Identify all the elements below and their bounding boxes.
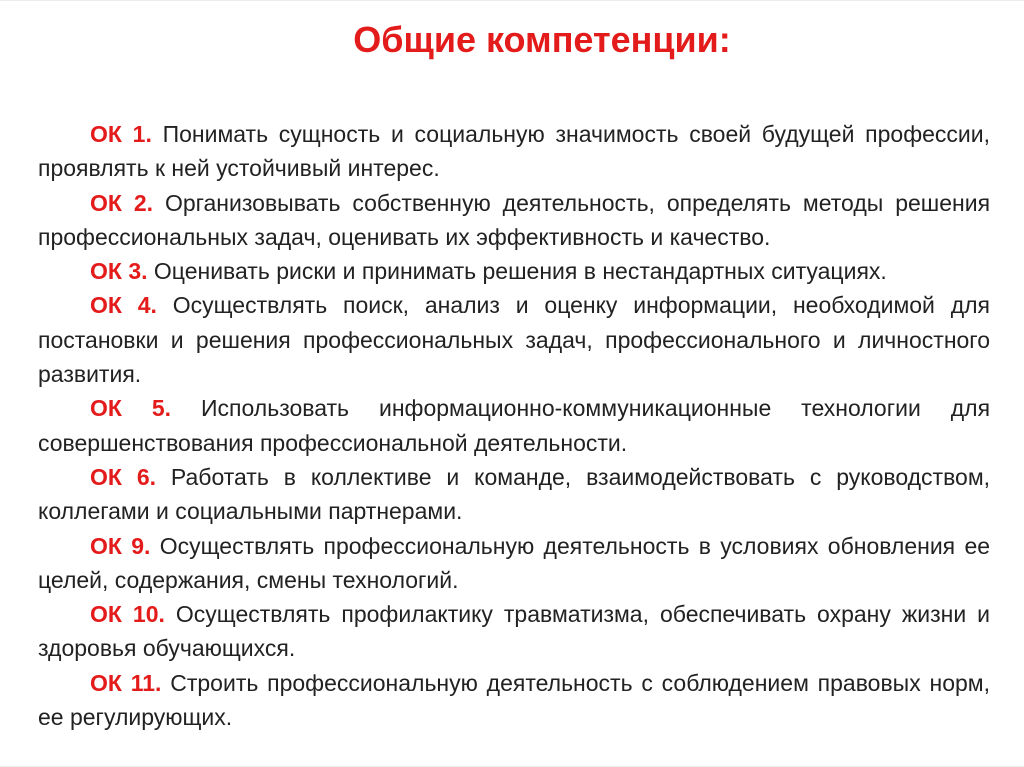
competency-item-ok9 bbox=[38, 529, 990, 598]
competency-item-ok4 bbox=[38, 288, 990, 391]
competency-text: Работать в коллективе и команде, взаимодействовать с руководством, коллегами и социальными партнерами. bbox=[38, 463, 991, 525]
competency-item-ok3 bbox=[38, 254, 990, 288]
competency-text: Осуществлять профилактику травматизма, обеспечивать охрану жизни и здоровья обучающихся. bbox=[38, 601, 991, 662]
competency-code: ОК 5. bbox=[90, 395, 172, 422]
competency-item-ok10 bbox=[38, 597, 990, 666]
competency-text: Осуществлять поиск, анализ и оценку информации, необходимой для постановки и решения профессиональных задач, профессионального и личностного развития. bbox=[38, 292, 991, 388]
competency-text: Понимать сущность и социальную значимость своей будущей профессии, проявлять к ней устойчивый интерес. bbox=[38, 121, 991, 182]
competency-item-ok6 bbox=[38, 460, 990, 529]
competency-code: ОК 1. bbox=[90, 121, 152, 147]
competency-code: ОК 4. bbox=[90, 292, 157, 319]
competency-code: ОК 6. bbox=[90, 463, 157, 490]
competency-code: ОК 3. bbox=[90, 258, 148, 285]
competency-item-ok5 bbox=[38, 391, 990, 460]
competency-code: ОК 11. bbox=[90, 669, 162, 696]
competency-code: ОК 9. bbox=[90, 532, 151, 559]
competency-item-ok1 bbox=[38, 117, 990, 186]
competency-item-ok2 bbox=[38, 186, 990, 255]
competency-text: Использовать информационно-коммуникационные технологии для совершенствования профессиональной деятельности. bbox=[38, 395, 991, 456]
competency-item-ok11 bbox=[38, 666, 990, 735]
competency-text: Организовывать собственную деятельность, определять методы решения профессиональных задач, оценивать их эффективность и качество. bbox=[38, 189, 991, 250]
competency-text: Оценивать риски и принимать решения в нестандартных ситуациях. bbox=[153, 258, 887, 285]
competency-text: Строить профессиональную деятельность с соблюдением правовых норм, ее регулирующих. bbox=[38, 669, 991, 731]
slide-title: Общие компетенции: bbox=[353, 19, 731, 60]
competency-list bbox=[38, 117, 990, 734]
competency-code: ОК 10. bbox=[90, 601, 165, 628]
competency-text: Осуществлять профессиональную деятельность в условиях обновления ее целей, содержания, смены технологий. bbox=[38, 532, 991, 593]
competency-code: ОК 2. bbox=[90, 189, 154, 216]
